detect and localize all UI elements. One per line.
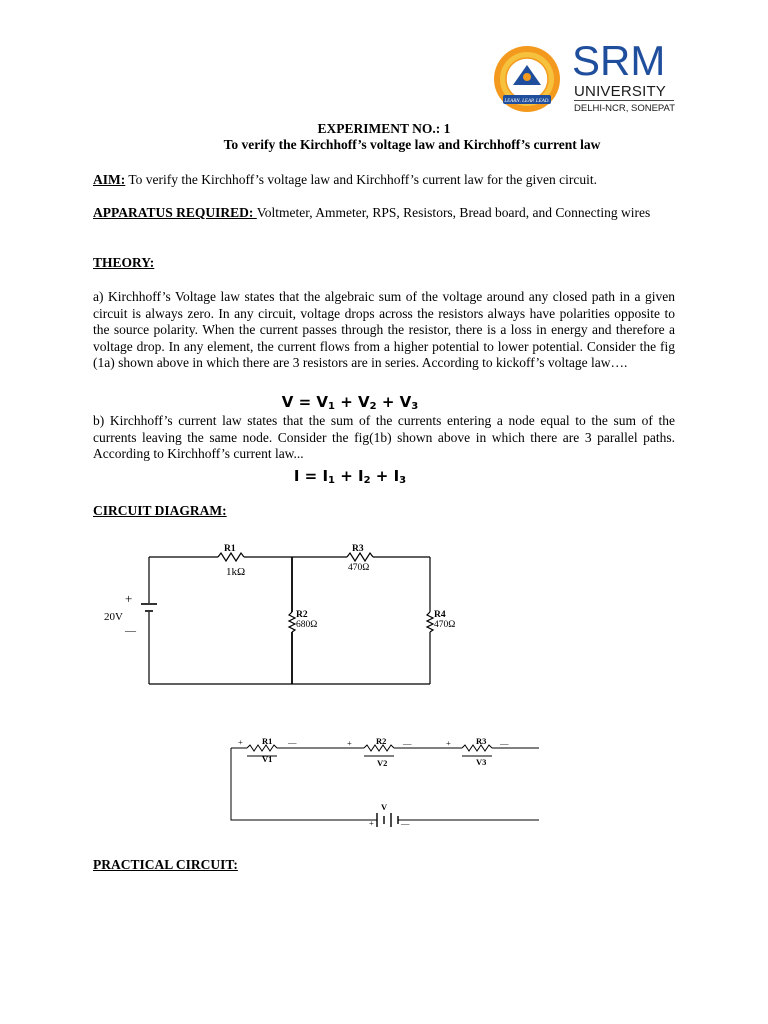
r4-value: 470Ω (434, 620, 456, 630)
r2-label: R2 (296, 610, 308, 620)
logo-location: DELHI-NCR, SONEPAT (574, 103, 675, 114)
kcl-eq-sub: 1 (328, 475, 336, 486)
source-value-label: 20V (104, 611, 123, 623)
r1-value: 1kΩ (226, 566, 246, 578)
kcl-eq-part: + I (335, 467, 364, 485)
source-minus-label: — (401, 818, 410, 828)
kcl-eq-part: + I (370, 467, 400, 485)
r3-minus-label: — (500, 738, 509, 748)
apparatus-text: Voltmeter, Ammeter, RPS, Resistors, Bread board, and Connecting wires (256, 205, 651, 220)
v2-label: V2 (377, 758, 388, 768)
aim-text: To verify the Kirchhoff’s voltage law and Kirchhoff’s current law for the given circuit. (125, 172, 598, 187)
circuit-diagram-heading: CIRCUIT DIAGRAM: (93, 503, 227, 518)
practical-circuit-heading: PRACTICAL CIRCUIT: (93, 857, 238, 872)
kcl-eq-sub: 3 (399, 475, 407, 486)
kcl-eq-sub: 2 (363, 475, 371, 486)
aim-label: AIM: (93, 172, 126, 187)
r2-plus-label: + (347, 738, 352, 748)
logo-subtitle: UNIVERSITY (574, 83, 667, 100)
kvl-eq-part: V = V (281, 393, 329, 411)
r1-label: R1 (224, 544, 236, 554)
experiment-title: To verify the Kirchhoff’s voltage law and Kirchhoff’s current law (223, 137, 601, 152)
experiment-number: EXPERIMENT NO.: 1 (317, 121, 451, 136)
r1-plus-label: + (238, 737, 243, 747)
r3-value: 470Ω (348, 563, 370, 573)
theory-heading: THEORY: (93, 255, 155, 270)
kvl-eq-sub: 1 (328, 401, 335, 412)
r2-value: 680Ω (296, 620, 318, 630)
source-plus-label: + (369, 818, 374, 828)
kvl-eq-part: + V (335, 393, 370, 411)
kvl-eq-part: + V (376, 393, 412, 411)
kvl-eq-sub: 3 (411, 401, 419, 412)
r1-minus-label: — (288, 737, 297, 747)
apparatus-label: APPARATUS REQUIRED: (93, 205, 257, 220)
v3-label: V3 (476, 757, 487, 767)
v1-label: V1 (262, 754, 273, 764)
logo-wordmark: SRM (572, 37, 666, 84)
wire (231, 748, 377, 820)
r3-label: R3 (476, 736, 487, 746)
r2-minus-label: — (403, 738, 412, 748)
kvl-paragraph: a) Kirchhoff’s Voltage law states that the algebraic sum of the voltage around any closed path in a given circuit is always zero. In any circuit, voltage drops across the resistors always have polarities opposite to the source polarity. When the current passes through the resistor, there is a loss in energy and therefore a voltage drop. In any element, the current flows from a higher potential to lower potential. Consider the fig (1a) shown above in which there are 3 resistors are in series. According to kickoff’s voltage law…. (93, 289, 675, 370)
r4-label: R4 (434, 610, 446, 620)
kcl-paragraph: b) Kirchhoff’s current law states that the sum of the currents entering a node equal to the sum of the currents leaving the same node. Consider the fig(1b) shown above in which there are 3 parallel paths. According to Kirchhoff’s current law... (93, 413, 675, 461)
r3-label: R3 (352, 544, 364, 554)
seal-motto-text: LEARN. LEAP. LEAD. (504, 99, 550, 104)
kvl-eq-sub: 2 (369, 401, 377, 412)
r1-label: R1 (262, 736, 273, 746)
source-label: V (381, 802, 388, 812)
r3-plus-label: + (446, 738, 451, 748)
source-plus-label: + (125, 591, 133, 606)
source-minus-label: — (125, 625, 136, 637)
kcl-eq-part: I = I (293, 467, 329, 485)
r2-label: R2 (376, 736, 387, 746)
